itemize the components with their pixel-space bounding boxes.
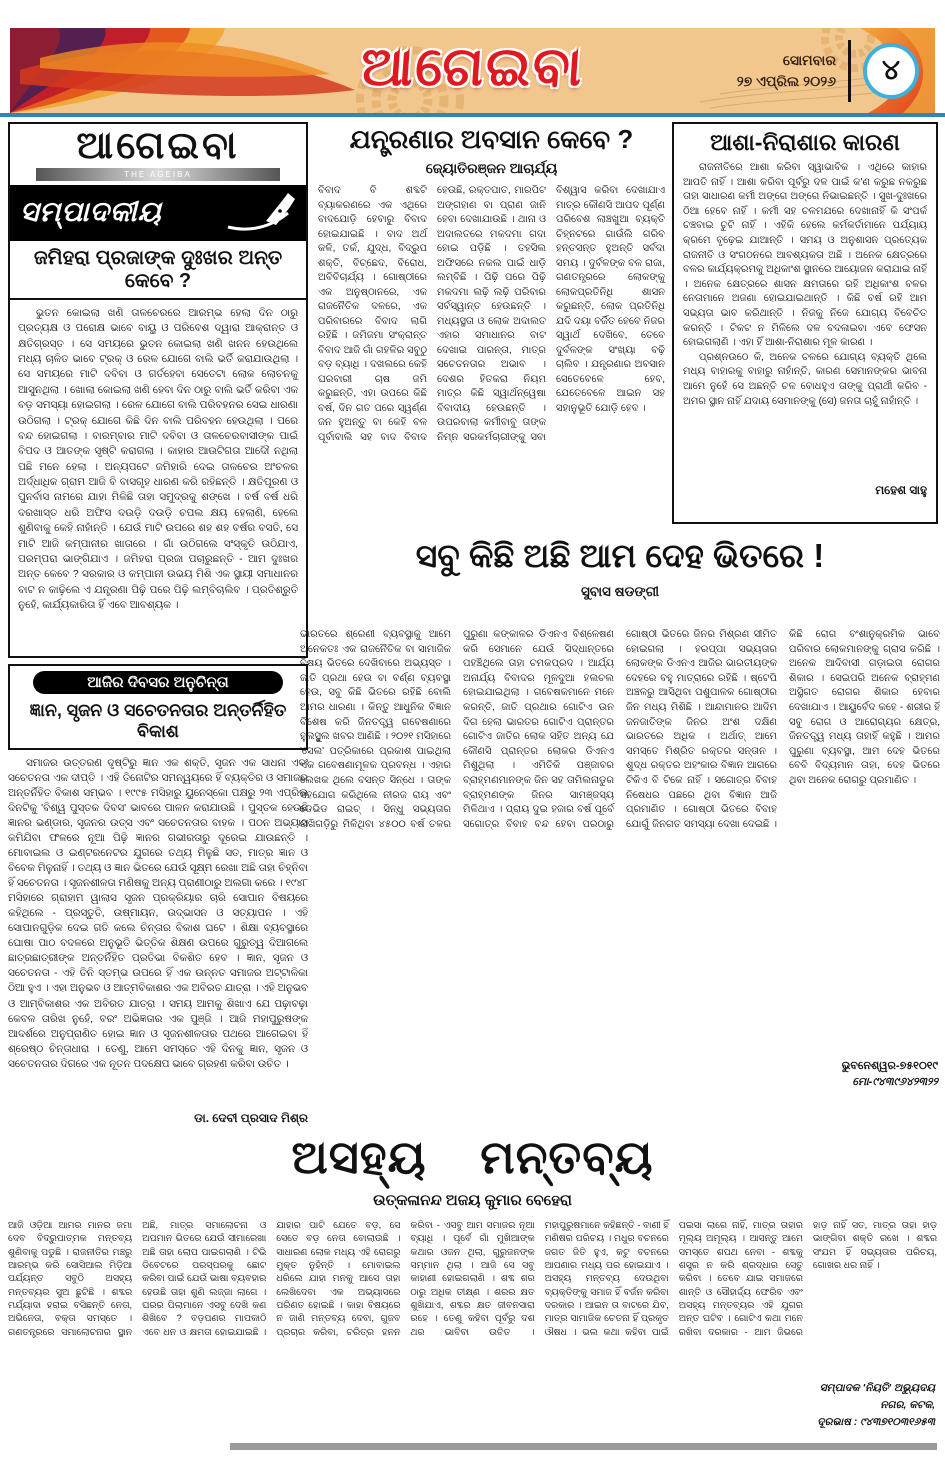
article-pain-body: ବିବାଦ ବି ଶବ୍ଦଟି ବ୍ୟାକରଣରେ ଏକ ଏଥିରେ ବାଦଯୋଡ଼ି ହେବାରୁ ବିବାଦ ହୋଇଯାଇଛି । ବାଦ ଅର୍ଥ କଳି, ତର୍କ, ଯୁଦ୍ଧ, ବିଦ୍ରୁପ ଶକ୍ତି, ବିଚ୍ଛେଦ, ବିରୋଧ, ଅବିବିଚାର୍ଯ୍ୟ । ଗୋଷ୍ଠୀରେ ଏକ ଅନୁଷ୍ଠାନରେ, ଏକ ରାଜନୈତିକ ଦଳରେ, ଏକ ପରିବାରରେ ବିବାଦ ଲାଗି ରହିଛି । ଜମିଜମା ସଂକ୍ରାନ୍ତ ବିବାଦ ଆଜି ଗାଁ ଗହଳିର ସବୁଠୁ ବଡ଼ ବ୍ୟାଧି । ଦଖଲରେ କେହି ଘରବାରୀ ଚାଷ ଜମି କରୁଛନ୍ତି, ଏହା ଉପରେ କିଛି ବର୍ଷ, ଦିନ ଗତ ପରେ ସ୍ୱର୍ଣ୍ଣ ଜନ ହୁଅନ୍ତୁ ବା କେହି ବଳ ପୂର୍ବାବାଲି ସହ ବାଦ ବିବାଦ ହେଉଛି, ରକ୍ତପାତ, ମାରପିଟ ଅଙ୍ଗହାଣ ବା ପ୍ରାଣ ଜାନି ହେବା ଦେଖାଯାଉଛି । ଥାନା ଓ ଅଦାଲତରେ ମକଦମା ଗଦା ହୋଇ ପଡ଼ିଛି । ତହସିଲ ଅଫିସରେ ନକଲ ପାଇଁ ଧାଡ଼ି ଲମ୍ବିଛି । ପିଢ଼ି ପରେ ପିଢ଼ି ମକଦମା ଲଢ଼ି ଲଢ଼ି ପରିବାର ସର୍ବସ୍ୱାନ୍ତ ହେଉଛନ୍ତି । ମଧ୍ୟସ୍ଥତା ଓ ଲୋକ ଅଦାଲତ ଏହାର ସମାଧାନର ବାଟ ଦେଖାଇ ପାରନ୍ତା, ମାତ୍ର ସଚେତନତାର ଅଭାବ । ଦେଶର ହିତକରା ନିୟମ ମାତ୍ର କିଛି ସ୍ୱାର୍ଥନ୍ୱେଷା ବିବାଦୀୟ ହେଉଛନ୍ତି । ଉପରବାଲା କର୍ମୀବାବୁ ତାଙ୍କ ନିମ୍ନ ସରକର୍ମଚାରୀଙ୍କୁ ସବା ବିଶ୍ୱାସ କରିବା ଦେଖାଯାଏ ମାତ୍ର କୌଣସି ଆପଦ ପୂର୍ଣ୍ଣ ପରିବେଶ ଲାଞ୍ଚଖୁଆ ବ୍ୟକ୍ତି ଚିହ୍ନଟରେ ଗାଉଁଲି ଗରିବ ହନ୍ତସନ୍ତ ହୁଅନ୍ତି ସର୍ବଦା ସମୟ । ଦୁର୍ବଳଙ୍କ ବଳ ରାଜା, ଗଣତନ୍ତ୍ରରେ ଲୋକଙ୍କୁ ଲୋକପ୍ରତିନିଧି ଶାସନ କରୁଛନ୍ତି, ଲୋକ ପ୍ରତିନିଧି ଯଦି ଦୟା ବର୍ଜିତ ହେବେ ନିଜର ସ୍ୱାର୍ଥ ଦେଖିବେ, ତେବେ ଦୁର୍ବଳଙ୍କ ସଂଖ୍ୟା ବଢ଼ି ଚାଲିବ । ଯନ୍ତ୍ରଣାର ଅବସାନ ସେତେବେଳେ ହେବ, ଯେତେବେଳେ ଆଇନ ସହ ସହାନୁଭୂତି ଯୋଡ଼ି ହେବ । <box>318 185 665 443</box>
anuchinta-header-box <box>8 664 308 750</box>
page-number-badge <box>863 43 919 99</box>
masthead-band <box>10 28 935 113</box>
editorial-box <box>8 122 308 658</box>
article-asahya-byline: ଉତ୍କଳାନନ୍ଦ ଅଜୟ କୁମାର ବେହେରା <box>373 1192 572 1209</box>
editorial-body: ଭୁତନ କୋଇଲା ଖଣି ତାଳଚେରରେ ଆରମ୍ଭ ହେଲା ଦିନ ଠାରୁ ପ୍ରତ୍ୟକ୍ଷ ଓ ପରୋକ୍ଷ ଭାବେ ବାୟୁ ଓ ପରିବେଶ ଦ୍ୱାରା ଆକ୍ରାନ୍ତ ଓ କ୍ଷତିଗ୍ରସ୍ତ । ସେ ସମୟରେ ଭୁତନ କୋଇଲା ଖଣି ଖନନ ହେଉଥିଲେ ମଧ୍ୟ ଚାଳିତ ଭାବେ ଟ୍ରକ୍ ଓ ରେଳ ଯୋଗେ ବାଲି ଭର୍ତି କରାଯାଉଥିଲା । ସେ ସମୟରେ ମାଟି ଦବିବା ଓ ଗର୍ତହେବା ସେତେଟା ଲୋକ ଲୋଚନକୁ ଆସୁନଥିଲା । ଖୋଲା କୋଇଲା ଖଣି ହେବା ଦିନ ଠାରୁ ବାଲି ଭର୍ତି କରିବା ଏକ ବଡ଼ ସମସ୍ୟା ହୋଇଗଲା । ରେଳ ଯୋଗେ ବାଲି ପରିବହନର ସେଇ ଧାରଣା ଉଠିଗଲା । ଟ୍ରକ୍ ଯୋଗେ କିଛି ଦିନ ବାଲି ପରିବହନ ହେଉଥିଲା । ପରେ ବନ୍ଦ ହୋଇଗଲା । ବାରମ୍ବାର ମାଟି ଦବିବା ଓ ତାଳଚେରବାସୀଙ୍କ ପାଇଁ ବିପଦ ଓ ଆତଙ୍କ ସୃଷ୍ଟି କରାଗଲା । କାହାର ଆଉଟିଗତା ଆଦୌ ନଥିଲା ପଛି ମନେ ହେଲା । ଅନ୍ୟପଟେ ଜମିହାରି ଦେଇ ତାଳଚେର ଅଂଚଳର ଅର୍ଦ୍ଧାଧିକ ଗ୍ରାମ ଆଜି ବି ବାସଗୃହ ଧାରଣ କରି ରହିଛନ୍ତି । କ୍ଷତିପୂରଣ ଓ ପୁନର୍ବାସ ନାମରେ ଯାହା ମିଳିଛି ତାହା ସମୁଦ୍ରକୁ ଶଙ୍ଖେ । ବର୍ଷ ବର୍ଷ ଧରି ଦରଖାସ୍ତ ଧରି ଅଫିସ ଦଉଡ଼ି ଦଉଡ଼ି ଚପଲ କ୍ଷୟ ହେଲାଣି, ହେଲେ ଶୁଣିବାକୁ କେହି ନାହାଁନ୍ତି । ଯେଉଁ ମାଟି ଉପରେ ଶହ ଶହ ବର୍ଷର ବସତି, ସେ ମାଟି ଆଜି କମ୍ପାନୀର ଖାତାରେ । ଗାଁ ଉଠିଗଲେ ସଂସ୍କୃତି ଉଠିଯାଏ, ପରମ୍ପରା ଭାଙ୍ଗିଯାଏ । ଜମିହରା ପ୍ରଜା ପଚାରୁଛନ୍ତି - ଆମ ଦୁଃଖର ଅନ୍ତ କେବେ ? ସରକାର ଓ କମ୍ପାନୀ ଉଭୟ ମିଶି ଏକ ସ୍ଥାୟୀ ସମାଧାନର ବାଟ ନ କାଢ଼ିଲେ ଏ ଯନ୍ତ୍ରଣା ପିଢ଼ି ପରେ ପିଢ଼ି ଲମ୍ବିଚାଲିବ । ପ୍ରତିଶ୍ରୁତି ନୁହେଁ, କାର୍ଯ୍ୟକାରିତା ହିଁ ଏବେ ଆବଶ୍ୟକ । <box>18 307 298 612</box>
article-deha-signature <box>788 1058 938 1089</box>
anuchinta-kicker: ଆଜିର ଦିବସର ଅନୁଚିନ୍ତା <box>33 671 283 694</box>
article-hope-box <box>672 122 938 524</box>
date-block <box>737 50 836 92</box>
article-deha-byline: ସୁବାସ ଷଡଙ୍ଗୀ <box>580 584 660 599</box>
article-asahya-signature-line: ସମ୍ପାଦକ 'ନିୟତି' ଅଭ୍ୟୁଦୟ <box>819 1382 935 1394</box>
article-deha-signature-place: ଭୁବନେଶ୍ୱର-୭୫୧୦୧୯ <box>841 1060 938 1072</box>
header-divider <box>848 40 851 102</box>
editorial-section-banner <box>10 185 306 241</box>
editorial-headline: ଜମିହରା ପ୍ରଜାଙ୍କ ଦୁଃଖର ଅନ୍ତ କେବେ ? <box>10 241 306 300</box>
article-deha-signature-phone: ମୋ-୯୪୩୯୬୪୨୩୨୨ <box>852 1076 938 1088</box>
article-deha-text: ଭାରତରେ ଶ୍ରେଣୀ ବ୍ୟବସ୍ଥାକୁ ଆମେ ଅନେକତଃ ଏକ ରାଜନୈତିକ ବା ସାମାଜିକ ବିଷୟ ଭିତରେ ଦେଖିବାରେ ଅଭ୍ୟସ୍ତ । ଜାତି ପ୍ରଥା ହେଉ ବା ବର୍ଣ୍ଣ ବ୍ୟବସ୍ଥା ହେଉ, ସବୁ କିଛି ଭିତରେ ରହିଛି ବୋଲି ଆମର ଧାରଣା । କିନ୍ତୁ ଆଧୁନିକ ବିଜ୍ଞାନ ବିଶେଷ କରି ଜିନତତ୍ତ୍ୱ ଗବେଷଣାରେ ହୁଲସ୍ଥୁଲ ଖବର ଆଣିଛି । ୨୦୨୧ ମସିହାରେ 'ସେଲ' ପତ୍ରିକାରେ ପ୍ରକାଶ ପାଇଥିଲା ଏକ ଗବେଷଣାମୂଳକ ପ୍ରବନ୍ଧ । ଏହାର ଲେଖକ ଥିଲେ ବସନ୍ତ ସିନ୍ଧେ । ତାଙ୍କ ସହଯୋଗ କରିଥିଲେ ନୀରଜ ରାୟ ଏବଂ ଡେଭିଡ ରାଇଚ୍ । ସିନ୍ଧୁ ସଭ୍ୟତାର ରାଖିଗଡ଼ିରୁ ମିଳିଥିବା ୪୫୦୦ ବର୍ଷ ତଳର ପୁରୁଣା କଙ୍କାଳର ଡିଏନଏ ବିଶ୍ଳେଷଣ କରି ସେମାନେ ଯେଉଁ ସିଦ୍ଧାନ୍ତରେ ପହଞ୍ଚିଥିଲେ ତାହା ଚମକପ୍ରଦ । ଆର୍ଯ୍ୟ ଅନାର୍ଯ୍ୟ ବିବାଦର ମୂଳଦୁଆ ହଲଚଲ ହୋଇଯାଇଥିଲା । ଗବେଷକମାନେ ମନେ କରନ୍ତି, ଜାତି ପ୍ରଥାର ଗୋଟିଏ ଉନ ଦିଗ ହେଲା ଭାରତର ଗୋଟିଏ ପ୍ରାନ୍ତର ଗୋଟିଏ ଜାତିର ଲୋକ ସହିତ ଅନ୍ୟ ଯେ କୌଣସି ପ୍ରାନ୍ତର ଲୋକର ଡିଏନଏ ମିଶୁଥିଲା । ଏମିତିକି ପଞ୍ଜାବର ବ୍ରାହ୍ମଣମାନଙ୍କ ଜିନ ସହ ତାମିଲନାଡୁର ବ୍ରାହ୍ମଣଙ୍କ ଜିନର ସାମଞ୍ଜସ୍ୟ ମିଳିଥାଏ । ପ୍ରାୟ ଦୁଇ ହଜାର ବର୍ଷ ପୂର୍ବେ ସଗୋତ୍ର ବିବାହ ବନ୍ଦ ହେବା ପରଠାରୁ ଗୋଷ୍ଠୀ ଭିତରେ ଜିନର ମିଶ୍ରଣ ସୀମିତ ହୋଇଗଲା । ହରପ୍ପା ସଭ୍ୟତାର ଲୋକଙ୍କ ଡିଏନଏ ଆଜିର ଭାରତୀୟଙ୍କ ଦେହରେ ବହୁ ମାତ୍ରାରେ ରହିଛି । ଷ୍ଟେପି ଅଞ୍ଚଳରୁ ଆସିଥିବା ପଶୁପାଳକ ଗୋଷ୍ଠୀର ଜିନ ମଧ୍ୟ ମିଶିଛି । ଆନ୍ଦାମାନର ଆଦିମ ଜନଜାତିଙ୍କ ଜିନର ଅଂଶ ଦକ୍ଷିଣ ଭାରତରେ ଅଧିକ । ଅର୍ଥାତ୍ ଆମେ ସମସ୍ତେ ମିଶ୍ରିତ ରକ୍ତର ସନ୍ତାନ । ଶୁଦ୍ଧ ରକ୍ତର ଅହଂକାର ବିଜ୍ଞାନ ଆଗରେ ଟିକିଏ ବି ଟିକେ ନାହିଁ । ସଗୋତ୍ର ବିବାହ ନିଷେଧର ପଛରେ ଥିବା ବିଜ୍ଞାନ ଆଜି ପ୍ରମାଣିତ । ଗୋଷ୍ଠୀ ଭିତରେ ବିବାହ ଯୋଗୁଁ ଜିନଗତ ସମସ୍ୟା ଦେଖା ଦେଇଛି । କିଛି ରୋଗ ବଂଶାନୁକ୍ରମିକ ଭାବେ ପରିବାର ଲୋକମାନଙ୍କୁ ଗ୍ରାସ କରିଛି । ଅନେକ ଆଦିବାସୀ ଗଡ଼ାଇତା ରୋଗର ଶିକାର । ସେଇପରି ଅନେକ ବ୍ରାହ୍ମଣ ଅସ୍ଥିଗତ ରୋଗର ଶିକାର ହେବାର ଦେଖାଯାଏ । ଆୟୁର୍ବେଦ କହେ - ଶରୀର ହିଁ ସବୁ ରୋଗ ଓ ଆରୋଗ୍ୟର କ୍ଷେତ୍ର, ଜିନତତ୍ତ୍ୱ ମଧ୍ୟ ତାହାହିଁ କହୁଛି । ଆମର ପୁରୁଣା ବ୍ୟବସ୍ଥା, ଆମ ଦେହ ଭିତରେ ବେବି ବିଦ୍ୟମାନ ତାହା, ଦେହ ଭିତରେ ଥିବା ଅନେକ ରୋଗରୁ ପ୍ରମାଣିତ । <box>300 629 940 830</box>
article-pain-byline: ଜ୍ୟୋତିରଞ୍ଜନ ଆଚାର୍ଯ୍ୟ <box>425 160 558 176</box>
article-asahya-body: ଆଜି ଓଡ଼ିଆ ଆମର ମାନର ଜମା ଦେବ ବିଦ୍ରୁପାତ୍ମକ ମନ୍ତବ୍ୟ ଶୁଣିବାକୁ ପଡୁଛି । ରାଜନୀତିର ମଞ୍ଚରୁ ଆରମ୍ଭ କରି ସୋସିଆଲ ମିଡ଼ିଆ ପର୍ଯ୍ୟନ୍ତ ସବୁଠି ଅସହ୍ୟ ମନ୍ତବ୍ୟର ସୁଅ ଛୁଟିଛି । ଶବ୍ଦର ମର୍ଯ୍ୟାଦା ହରାଇ ବସିଛନ୍ତି ନେତା, ଅଭିନେତା, ବକ୍ତା ସମସ୍ତେ । ଗଣତନ୍ତ୍ରରେ ସମାଲୋଚନାର ସ୍ଥାନ ଅଛି, ମାତ୍ର ସମାଲୋଚନା ଓ ଅପମାନ ଭିତରେ ଯେଉଁ ସୀମାରେଖା ଅଛି ତାହା ଲୋପ ପାଇଗଲାଣି । ଟିଭି ଡିବେଟରେ ପରସ୍ପରକୁ ଛୋଟ କରିବା ପାଇଁ ଯେଉଁ ଭାଷା ବ୍ୟବହାର ହେଉଛି ତାହା ଶୁଣି ଲଜ୍ଜା ଲାଗେ । ଘରର ପିଲାମାନେ ଏସବୁ ଦେଖି କଣ ଶିଖିବେ ? ବଡ଼ପଣର ମାପକାଠି ଏବେ ଧନ ଓ କ୍ଷମତା ହୋଇଯାଇଛି । ଯାହାର ପାଟି ଯେତେ ବଡ଼, ସେ ସେତେ ବଡ଼ ନେତା ବୋଲାଉଛି । ସାଧାରଣ ଲୋକ ମଧ୍ୟ ଏହି ରୋଗରୁ ମୁକ୍ତ ନୁହଁନ୍ତି । ମୋବାଇଲ ଧରିଲେ ଯାହା ମନକୁ ଆସେ ତାହା ଲେଖିଦେବା ଏକ ଅଭ୍ୟାସରେ ପରିଣତ ହୋଇଛି । କାହା ବିଷୟରେ ନ ଜାଣି ମନ୍ତବ୍ୟ ଦେବା, ଗୁଜବ ପ୍ରଚାର କରିବା, ଚରିତ୍ର ହନନ କରିବା - ଏସବୁ ଆମ ସମାଜର ନୂଆ ବ୍ୟାଧି । ପୂର୍ବେ ଗାଁ ମୁଖିଆଙ୍କ କଥାର ଓଜନ ଥିଲା, ଗୁରୁଜନଙ୍କ ସମ୍ମାନ ଥିଲା । ଆଜି ସେ ସବୁ କାହାଣୀ ହୋଇଗଲାଣି । ଶବ୍ଦ ଶର ଠାରୁ ଅଧିକ ତୀକ୍ଷ୍ଣ । ଶରର କ୍ଷତ ଶୁଖିଯାଏ, ଶବ୍ଦର କ୍ଷତ ଜୀବନସାରା ରହେ । ତେଣୁ କହିବା ପୂର୍ବରୁ ଦଶ ଥର ଭାବିବା ଉଚିତ । ମହାପୁରୁଷମାନେ କହିଛନ୍ତି - ବାଣୀ ହିଁ ମଣିଷର ପରିଚୟ । ମଧୁର ବଚନରେ ଜଗତ ଜିତି ହୁଏ, କଟୁ ବଚନରେ ଆପଣାର ମଧ୍ୟ ପର ହୋଇଯାଏ । ଅସହ୍ୟ ମନ୍ତବ୍ୟ ଦେଉଥିବା ବ୍ୟକ୍ତିଙ୍କୁ ସମାଜ ହିଁ ବର୍ଜନ କରିବା ଦରକାର । ଆଇନ ତା ବାଟରେ ଯିବ, ମାତ୍ର ସାମାଜିକ ଚେତନା ହିଁ ପ୍ରକୃତ ଔଷଧ । ଭଲ କଥା କହିବା ପାଇଁ ପଇସା ଲାଗେ ନାହିଁ, ମାତ୍ର ତାହାର ମୂଲ୍ୟ ଅମୂଲ୍ୟ । ଆସନ୍ତୁ ଆମେ ସମସ୍ତେ ଶପଥ ନେବା - ଶବ୍ଦକୁ ଶସ୍ତ୍ର ନ କରି ଶ୍ରଦ୍ଧାର ସେତୁ କରିବା । ତେବେ ଯାଇ ସମାଜରେ ଶାନ୍ତି ଓ ସୌହାର୍ଦ୍ଦ୍ୟ ଫେରିବ ଏବଂ ଅସହ୍ୟ ମନ୍ତବ୍ୟର ଏହି ଯୁଗର ଅନ୍ତ ଘଟିବ । ଗୋଟିଏ କଥା ମନେ ରଖିବା ଦରକାର - ଆମ ଜିଭରେ ହାଡ଼ ନାହିଁ ସତ, ମାତ୍ର ତାହା ହାଡ଼ ଭାଙ୍ଗିବା ଶକ୍ତି ରଖେ । ଶବ୍ଦର ସଂଯମ ହିଁ ସଭ୍ୟତାର ପରିଚୟ, ଗୋଖର ଧର ନାହିଁ । <box>8 1219 937 1337</box>
article-hope-signature: ମହେଶ ସାହୁ <box>875 483 927 497</box>
article-deha-header <box>300 537 940 600</box>
editorial-logo-subtitle: THE AGEIBA <box>36 168 280 181</box>
pen-icon <box>224 191 296 235</box>
article-deha-body <box>300 628 940 1120</box>
article-pain-headline: ଯନ୍ତ୍ରଣାର ଅବସାନ କେବେ ? <box>349 124 634 154</box>
editorial-logo: ଆଗେଇବା <box>76 125 240 167</box>
anuchinta-section <box>8 664 308 1130</box>
anuchinta-headline: ଜ୍ଞାନ, ସୃଜନ ଓ ସଚେତନତାର ଅନ୍ତର୍ନିହିତ ବିକାଶ <box>29 700 287 741</box>
article-asahya-signature-line: ନଗର, କଟକ, <box>880 1398 935 1411</box>
newspaper-title: ଆଗେଇବା <box>358 37 587 97</box>
article-asahya-signature-line: ଦୂରଭାଷ : ୯୪୩୭୧୦୩୧୬୫୩ <box>817 1415 935 1428</box>
issue-date: ୨୭ ଏପ୍ରିଲ ୨୦୨୬ <box>736 72 836 89</box>
article-hope-paragraph: ରାଜନୀତିରେ ଆଶା କରିବା ସ୍ୱାଭାବିକ । ଏଥିରେ କାହାର ଆପତି ନାହିଁ । ଆଶା କରିବା ପୂର୍ବରୁ ଦଳ ପାଇଁ କ'ଣ କରୁଛ ନକରୁଛ ତାହା ସାଧାରଣ କର୍ମୀ ଅଙ୍ଗେ ଅଙ୍ଗେ ନିଭାଇଛନ୍ତି । ସୁଖ-ଦୁଃଖରେ ଠିଆ ହେବେ ନାହିଁ । କର୍ମୀ ସହ ଚଳମଯରେ ଦେଖାନାହିଁ କି ସଂପର୍କ ଚଞ୍ଚବାଇ ଚୁଟି ନାହିଁ । ଏହିକି ହେଲେ କର୍ମକର୍ତାମାନେ ପର୍ଯ୍ୟାୟ କ୍ରମେ ବୃଢ଼େଇ ଯାଆନ୍ତି । ସମୟ ଓ ଅନୁଶାସନ ପ୍ରତ୍ୟେକ ରାଜନୀତି ଓ ସଂଗଠନରେ ଆବଶ୍ୟକତା ଅଛି । ଅନେକ କ୍ଷେତ୍ରରେ ବଳର କାର୍ଯ୍ୟକ୍ରମକୁ ଅଧିକାଂଶ ସ୍ଥାନରେ ଆୟୋଜନ କରାଯାଇ ନାହିଁ । ଅନେକ କ୍ଷେତ୍ରରେ ଶାସନ କ୍ଷମତାରେ ରହି ଅଧିକାଂଶ ବଳର ନେତାମାନେ ଅଜଣା ହୋଇଯାଇଥାନ୍ତି । କିଛି ବର୍ଷ ରହି ଆମ ସଭ୍ୟତା ଭାବ କରିଥାନ୍ତି । ନିଜକୁ ନିଜେ ଯୋଗ୍ୟ ବିବେଚିତ କରନ୍ତି । ଟିକଟ ନ ମିଳିଲେ ଦଳ ବଦଳାଇବା ଏବେ ଫେସନ ହୋଇଗଲାଣି । ଏହା ହିଁ ଆଶା-ନିରାଶାର ମୂଳ କାରଣ । <box>683 162 927 349</box>
article-asahya <box>8 1130 937 1442</box>
article-hope-body <box>683 161 927 479</box>
anuchinta-signature: ଡା. ଦେବୀ ପ୍ରସାଦ ମିଶ୍ର <box>194 1111 308 1125</box>
editorial-section-label: ସମ୍ପାଦକୀୟ <box>20 196 162 228</box>
article-deha-headline: ସବୁ କିଛି ଅଛି ଆମ ଦେହ ଭିତରେ ! <box>415 537 825 574</box>
anuchinta-body: ସମାଜର ଉତ୍ତରଣ ଦୃଷ୍ଟିରୁ ଜ୍ଞାନ ଏକ ଶକ୍ତି, ସୃଜନ ଏକ ସାଧନା ଏବଂ ସଚେତନତା ଏକ ଦୀପ୍ତି । ଏହି ତିନୋଟିର ସମନ୍ୱୟରେ ହିଁ ବ୍ୟକ୍ତିର ଓ ସମାଜର ଅନ୍ତର୍ନିହିତ ବିକାଶ ସମ୍ଭବ । ୧୯୯୫ ମସିହାରୁ ୟୁନେସ୍କୋ ପକ୍ଷରୁ ୨୩ ଏପ୍ରିଲ ଦିନଟିକୁ 'ବିଶ୍ୱ ପୁସ୍ତକ ଦିବସ' ଭାବରେ ପାଳନ କରାଯାଉଛି । ପୁସ୍ତକ ହେଉଛି ଜ୍ଞାନର ଭଣ୍ଡାର, ସୃଜନର ଉତ୍ସ ଏବଂ ସଚେତନତାର ବାହକ । ପଠନ ଅଭ୍ୟାସ କମିଯିବା ଫଳରେ ନୂଆ ପିଢ଼ି ଜ୍ଞାନର ଗଭୀରତାରୁ ଦୂରେଇ ଯାଉଛନ୍ତି । ମୋବାଇଲ ଓ ଇଣ୍ଟରନେଟର ଯୁଗରେ ତଥ୍ୟ ମିଳୁଛି ସତ, ମାତ୍ର ଜ୍ଞାନ ଓ ବିବେକ ମିଳୁନାହିଁ । ତଥ୍ୟ ଓ ଜ୍ଞାନ ଭିତରେ ଯେଉଁ ସୂକ୍ଷ୍ମ ରେଖା ଅଛି ତାହା ଚିହ୍ନିବା ହିଁ ସଚେତନତା । ସୃଜନଶୀଳତା ମଣିଷକୁ ଅନ୍ୟ ପ୍ରାଣୀଠାରୁ ଅଲଗା କରେ । ୧୯୪୮ ମସିହାରେ ଗ୍ରାହାମ ୱାଲାସ ସୃଜନ ପ୍ରକ୍ରିୟାର ଚାରି ସୋପାନ ବିଷୟରେ କହିଥିଲେ - ପ୍ରସ୍ତୁତି, ଉଷ୍ମାୟନ, ଉଦ୍ଭାସନ ଓ ସତ୍ୟାପନ । ଏହି ସୋପାନଗୁଡ଼ିକ ଦେଇ ଗତି କଲେ ଚିନ୍ତାର ବିକାଶ ଘଟେ । ଶିକ୍ଷା ବ୍ୟବସ୍ଥାରେ ଘୋଷା ପାଠ ବଦଳରେ ଅନୁଭୂତି ଭିତ୍ତିକ ଶିକ୍ଷଣ ଉପରେ ଗୁରୁତ୍ୱ ଦିଆଗଲେ ଛାତ୍ରଛାତ୍ରୀଙ୍କ ଅନ୍ତର୍ନିହିତ ପ୍ରତିଭା ବିକଶିତ ହେବ । ଜ୍ଞାନ, ସୃଜନ ଓ ସଚେତନତା - ଏହି ତିନି ସ୍ତମ୍ଭ ଉପରେ ହିଁ ଏକ ଉନ୍ନତ ସମାଜର ଅଟ୍ଟାଳିକା ଠିଆ ହୁଏ । ଏହା ଅନୁଭବ ଓ ଆତ୍ମବିକାଶର ଏକ ଅବିରତ ଯାତ୍ରା । ଏହି ଅନୁଭବ ଓ ଆମ୍ବିକାଶର ଏକ ଅବିରତ ଯାତ୍ରା । ସମୟ ଆମକୁ ଶିଖାଏ ଯେ ପଢ଼ାବଢ଼ା କେବଳ ତାରିଖ ନୁହେଁ, ବରଂ ଅଭିଜ୍ଞତାର ଏକ ପୁଞ୍ଜି । ଆଜି ମହାପୁରୁଷଙ୍କ ଆଦର୍ଶରେ ଅନୁପ୍ରାଣିତ ହୋଇ ଜ୍ଞାନ ଓ ସୃଜନଶୀଳତାର ପଥରେ ଆଗେଇବା ହିଁ ଶ୍ରେଷ୍ଠ ଚିନ୍ତାଧାରା । ତେଣୁ, ଆମେ ସମସ୍ତେ ଏହି ଦିନକୁ ଜ୍ଞାନ, ସୃଜନ ଓ ସଚେତନତାର ଦିଗରେ ଏକ ନୂତନ ପଦକ୍ଷେପ ଭାବେ ଗ୍ରହଣ କରିବା ଉଚିତ । <box>8 758 308 1070</box>
footer-rule <box>230 1443 937 1450</box>
article-pain <box>318 124 665 536</box>
article-hope-paragraph: ପ୍ରଶ୍ନଉଠେ କି, ଅନେକ ଚଳରେ ଯୋଗ୍ୟ ବ୍ୟକ୍ତି ଥିଲେ ମଧ୍ୟ ବାହାରକୁ ବାହାରୁ ନାହାଁନ୍ତି, କାରଣ ସେମାନଙ୍କର ଭାବନା ଆମେ ନୁହେଁ ସେ ଅଛନ୍ତି ଚଳ ବୋଧହୁଏ ତାଙ୍କୁ ପ୍ରାର୍ଥୀ କରିବ - ଅମର ସ୍ଥାନ ନାହିଁ ଯଦାୟ ସେମାନଙ୍କୁ (ସେ) ଜନତା ଚାହୁଁ ନାହାଁନ୍ତି । <box>683 351 927 407</box>
article-asahya-headline: ଅସହ୍ୟ ମନ୍ତବ୍ୟ <box>291 1131 654 1183</box>
page-number: ୪ <box>882 54 900 85</box>
header-rule <box>0 113 945 117</box>
weekday: ସୋମବାର <box>782 51 836 68</box>
article-hope-headline: ଆଶା-ନିରାଶାର କାରଣ <box>710 129 900 155</box>
article-asahya-signature <box>770 1380 935 1430</box>
